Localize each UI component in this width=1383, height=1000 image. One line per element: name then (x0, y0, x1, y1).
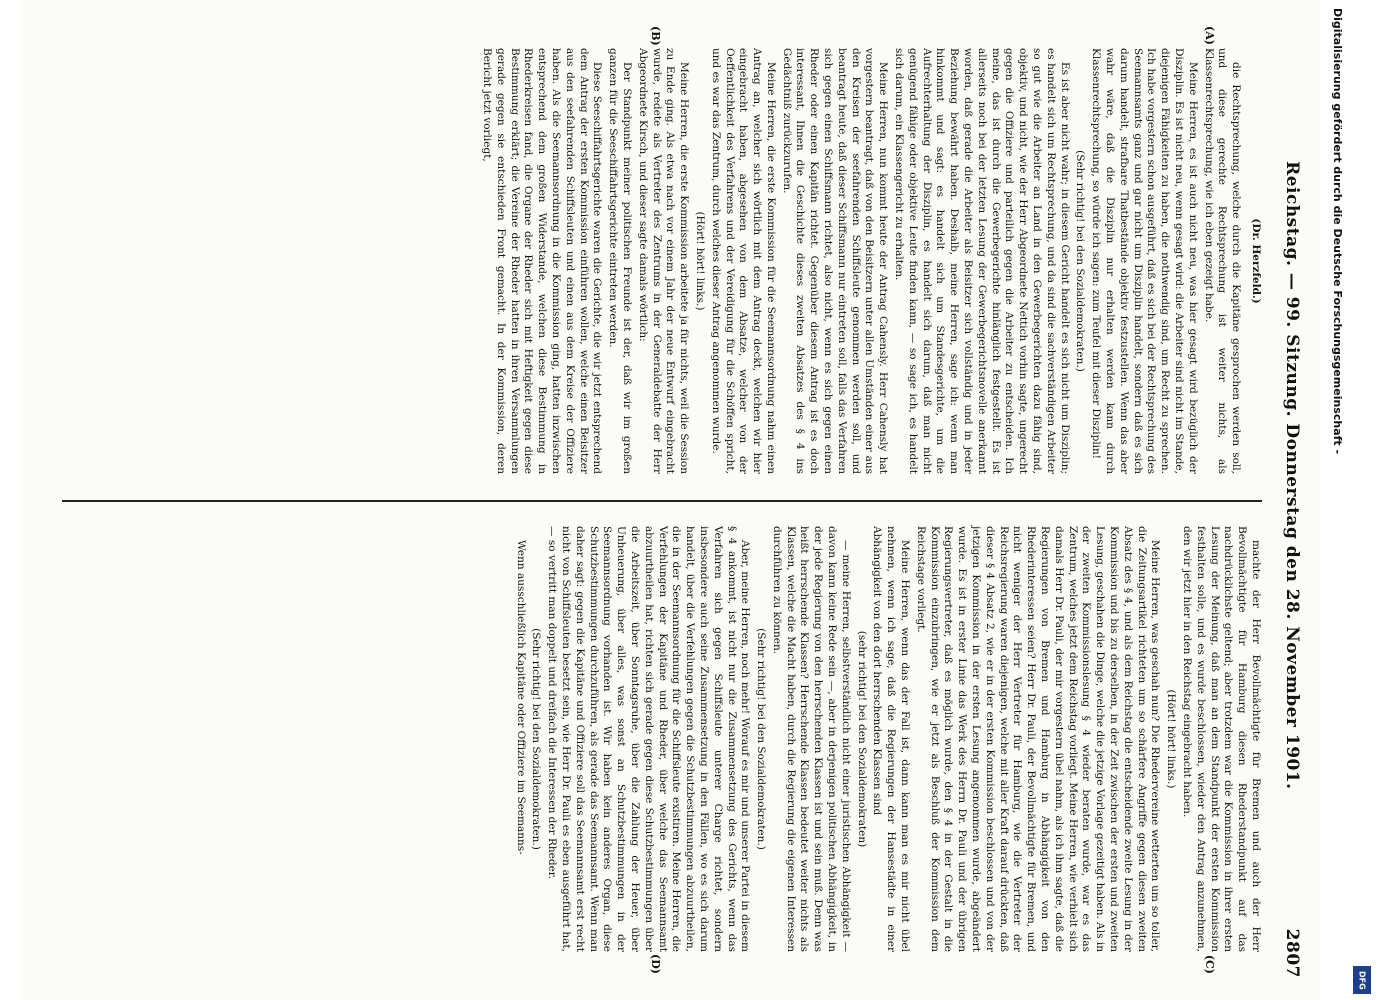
paragraph: Meine Herren, nun kommt heute der Antrag Cahensly. Herr Cahensly hat vorgestern beantragt, daß von den Beisitzern unter allen Umständen einer aus den Kreisen der seefahrenden Schiffsleute genommen werden soll, und beantragt heute, daß dieser Schiffsmann nur eintreten soll, falls das Verfahren sich gegen einen Schiffsmann richtet, also nicht, wenn es sich gegen einen Rheder oder einen Kapitän richtet. Gegenüber diesem Antrag ist es doch interessant, Ihnen die Geschichte dieses zweiten Absatzes des § 4 ins Gedächtniß zurückzurufen. (780, 48, 890, 474)
paragraph: (Sehr richtig! bei den Sozialdemokraten.) (530, 628, 543, 850)
paragraph: (Hört! hört! links.) (1165, 689, 1178, 789)
paragraph: — meine Herren, selbstverständlich nicht einer juristischen Abhängigkeit — davon kann keine Rede sein —, aber in derjenigen politischen Abhängigkeit, in der jede Regierung von den herrschenden Klassen ist und sein muß. Denn was heißt herrschende Klassen? Herrschende Klassen bedeutet weiter nichts als Klassen, welche die Macht haben, durch die Regierung die eigenen Interessen durchführen zu können. (770, 526, 852, 952)
paragraph: Der Standpunkt meiner politischen Freunde ist der, daß wir im großen ganzen für die Seeschiffahrtsgerichte eintreten werden. (607, 48, 633, 474)
margin-mark-d: (D) (649, 954, 662, 974)
paragraph: Wenn ausschließlich Kapitäne oder Offiziere im Seemanns- (514, 540, 527, 855)
margin-mark-b: (B) (649, 26, 662, 46)
paragraph: Meine Herren, die erste Kommission arbeitete ja für nichts, weil die Session zu Ende ging. Als etwa nach vor einem Jahr der neue Entwurf eingebracht wurde, redete als Vertreter des Zentrums in der Generaldebatte der Herr Abgeordnete Kirsch, und dieser sagte damals wörtlich: (636, 48, 691, 474)
paragraph: Meine Herren, wenn das der Fall ist, dann kann man es mir nicht übel nehmen, wenn ich sage, daß die Regierungen der Hansestädte in einer Abhängigkeit von den dort herrschenden Klassen sind (871, 526, 912, 952)
paragraph: die Rechtsprechung, welche durch die Kapitäne gesprochen werden soll, und diese gerechte Rechtsprechung ist weiter nichts, als Klassenrechtsprechung, wie ich eben gezeigt habe. (1202, 48, 1243, 474)
text-columns (62, 22, 1262, 978)
page-number: 2807 (1282, 928, 1302, 978)
paragraph: Meine Herren, die erste Kommission für die Seemannsordnung nahm einen Antrag an, welcher sich wörtlich mit dem Antrag deckt, welchen wir hier eingebracht haben, abgesehen von dem Absatze, welcher von der Oeffentlichkeit des Verfahrens und der Vereidigung für die Schöffen spricht, und es war das Zentrum, durch welches dieser Antrag angenommen wurde. (709, 48, 777, 474)
header-title: Reichstag. — 99. Sitzung. Donnerstag den 28. November 1901. (1282, 161, 1302, 790)
paragraph: (Sehr richtig! bei den Sozialdemokraten.) (1074, 150, 1087, 372)
speaker-label: (Dr. Herzfeld.) (1250, 218, 1262, 304)
paragraph: (Sehr richtig! bei den Sozialdemokraten.) (755, 628, 768, 850)
page-header (1262, 22, 1302, 978)
right-column (62, 500, 1262, 978)
paragraph: (sehr richtig! bei den Sozialdemokraten) (855, 630, 868, 848)
paragraph: Meine Herren, was geschah nun? Die Rhedervereine wetterten um so toller, die Zeitungsartikel richteten um so schärfere Angriffe gegen diesen zweiten Absatz des § 4, und als dem Reichstag die entscheidende zweite Lesung in der Kommission und bis zu derselben, in der Zeit zwischen der ersten und zweiten Lesung, geschahen die Dinge, welche die jetzige Vorlage gezeitigt haben. Als in der zweiten Kommissionslesung § 4 wieder beraten wurde, war es das Zentrum, welches jetzt dem Reichstag vorliegt. Meine Herren, wie verhielt sich damals Herr Dr. Pauli, der mir vorgestern übel nahm, als ich ihm sagte, daß die Regierungen von Bremen und Hamburg in Abhängigkeit von den Rhederinteressen seien? Herr Dr. Pauli, der Bevollmächtigte für Bremen, und nicht weniger der Herr Vertreter für Hamburg, wie die Vertreter der Reichsregierung waren diejenigen, welche mit aller Kraft darauf drückten, daß dieser § 4 Absatz 2, wie er in der ersten Kommission beschlossen und von der jetzigen Kommission in der ersten Lesung angenommen wurde, abgeändert wurde. Es ist in erster Linie das Werk des Herrn Dr. Pauli und der übrigen Regierungsvertreter, daß es möglich wurde, den § 4 in der Gestalt in die Kommission einzubringen, wie er jetzt als Beschluß der Kommission dem Reichstage vorliegt. (914, 526, 1162, 952)
dfg-logo: DFG (1353, 966, 1371, 994)
scanned-page (20, 0, 1320, 1000)
paragraph: Aber, meine Herren, noch mehr! Worauf es mir und unserer Partei in diesem § 4 ankommt, ist nicht nur die Zusammensetzung des Gerichts, wenn das Verfahren sich gegen Schiffsleute unterer Charge richtet, sondern insbesondere auch seine Zusammensetzung in den Fällen, wo es sich darum handelt, über die Verfehlungen gegen die Schutzbestimmungen abzuurtheilen, die in der Seemannsordnung für die Schiffsleute existiren. Meine Herren, die Verfehlungen der Kapitäne und Rheder, über welche das Seemannsamt abzuurtheilen hat, richten sich gerade gegen diese Schutzbestimmungen über die Arbeitszeit, über Sonntagsruhe, über die Zahlung der Heuer, über Unheuerung, über alles, was sonst an Schutzbestimmungen in der Seemannsordnung vorhanden ist. Wir haben kein anderes Organ, diese Schutzbestimmungen durchzuführen, als gerade das Seemannsamt. Wenn man daher sagt: gegen die Kapitäne und Offiziere soll das Seemannsamt erst recht nicht von Schiffsleuten besetzt sein, wie Herr Dr. Pauli es eben ausgeführt hat, — so vertritt man doppelt und dreifach die Interessen der Rheder. (546, 526, 752, 952)
left-column (62, 22, 1262, 500)
paragraph: Meine Herren, es ist auch nicht neu, was hier gesagt wird bezüglich der Disziplin. Es ist nicht neu, wenn gesagt wird: die Arbeiter sind nicht im Stande, diejenigen Fähigkeiten zu haben, die nothwendig sind, um Recht zu sprechen. Ich habe vorgestern schon ausgeführt, daß es sich bei der Rechtsprechung des Seemannsamts ganz und gar nicht um Disziplin handelt, sondern daß es sich darum handelt, strafbare Thatbestände objektiv festzustellen. Wenn das aber wahr wäre, daß die Disziplin nur erhalten werden kann durch Klassenrechtsprechung, so würde ich sagen: zum Teufel mit dieser Disziplin! (1090, 48, 1199, 474)
paragraph: (Hört! hört! links.) (693, 211, 706, 311)
digitization-credit: Digitalisierung gefördert durch die Deutsche Forschungsgemeinschaft - (1331, 8, 1345, 455)
paragraph: machte der Herr Bevollmächtigte für Bremen und auch der Herr Bevollmächtigte für Hamburg diesen Rhederstandpunkt auf das nachdrücklichste geltend; aber trotzdem war die Kommission in ihrer ersten Lesung der Meinung, daß man an dem Standpunkt der ersten Kommission festhalten solle, und es wurde beschlossen, wieder den Antrag anzunehmen, den wir jetzt hier in den Reichstag eingebracht haben. (1181, 526, 1262, 952)
margin-mark-a: (A) (1203, 26, 1216, 45)
paragraph: Es ist aber nicht wahr; in diesem Gericht handelt es sich nicht um Disziplin; es handelt sich um Rechtsprechung, und da sind die sachverständigen Arbeiter so gut wie die Arbeiter an Land in den Gewerbegerichten dazu fähig sind, objektiv, und nicht, wie der Herr Abgeordnete Nettich vorhin sagte, ungerecht gegen die Offiziere und parteilich gegen die Arbeiter zu entscheiden. Ich meine, das ist durch die Gewerbegerichte hinlänglich festgestellt. Es ist allerseits noch bei der letzten Lesung der Gewerbegerichtsnovelle anerkannt worden, daß gerade die Arbeiter als Beisitzer sich vollständig und in jeder Beziehung bewährt haben. Deshalb, meine Herren, sage ich: wenn man hinkommt und sagt: es handelt sich um Standesgerichte, um die Aufrechterhaltung der Disziplin, es handelt sich darum, daß man nicht genügend fähige oder objektive Leute finden kann, — so sage ich, es handelt sich darum, ein Klassengericht zu erhalten. (893, 48, 1071, 474)
paragraph: Diese Seeschiffahrtsgerichte waren die Gerichte, die wir jetzt entsprechend dem Antrag der ersten Kommission einführen wollen, welche einen Beisitzer aus den seefahrenden Schiffsleuten und einen aus dem Kreise der Offiziere haben. Als die Seemannsordnung in die Kommission ging, hatten inzwischen entsprechend dem großen Widerstande, welchen diese Bestimmung in Rhederkreisen fand, die Organe der Rheder sich mit Heftigkeit gegen diese Bestimmung erklärt; die Vereine der Rheder hatten in ihren Versammlungen gerade gegen sie entschieden Front gemacht. In der Kommission, deren Bericht jetzt vorliegt, (480, 48, 604, 474)
margin-mark-c: (C) (1203, 954, 1216, 974)
